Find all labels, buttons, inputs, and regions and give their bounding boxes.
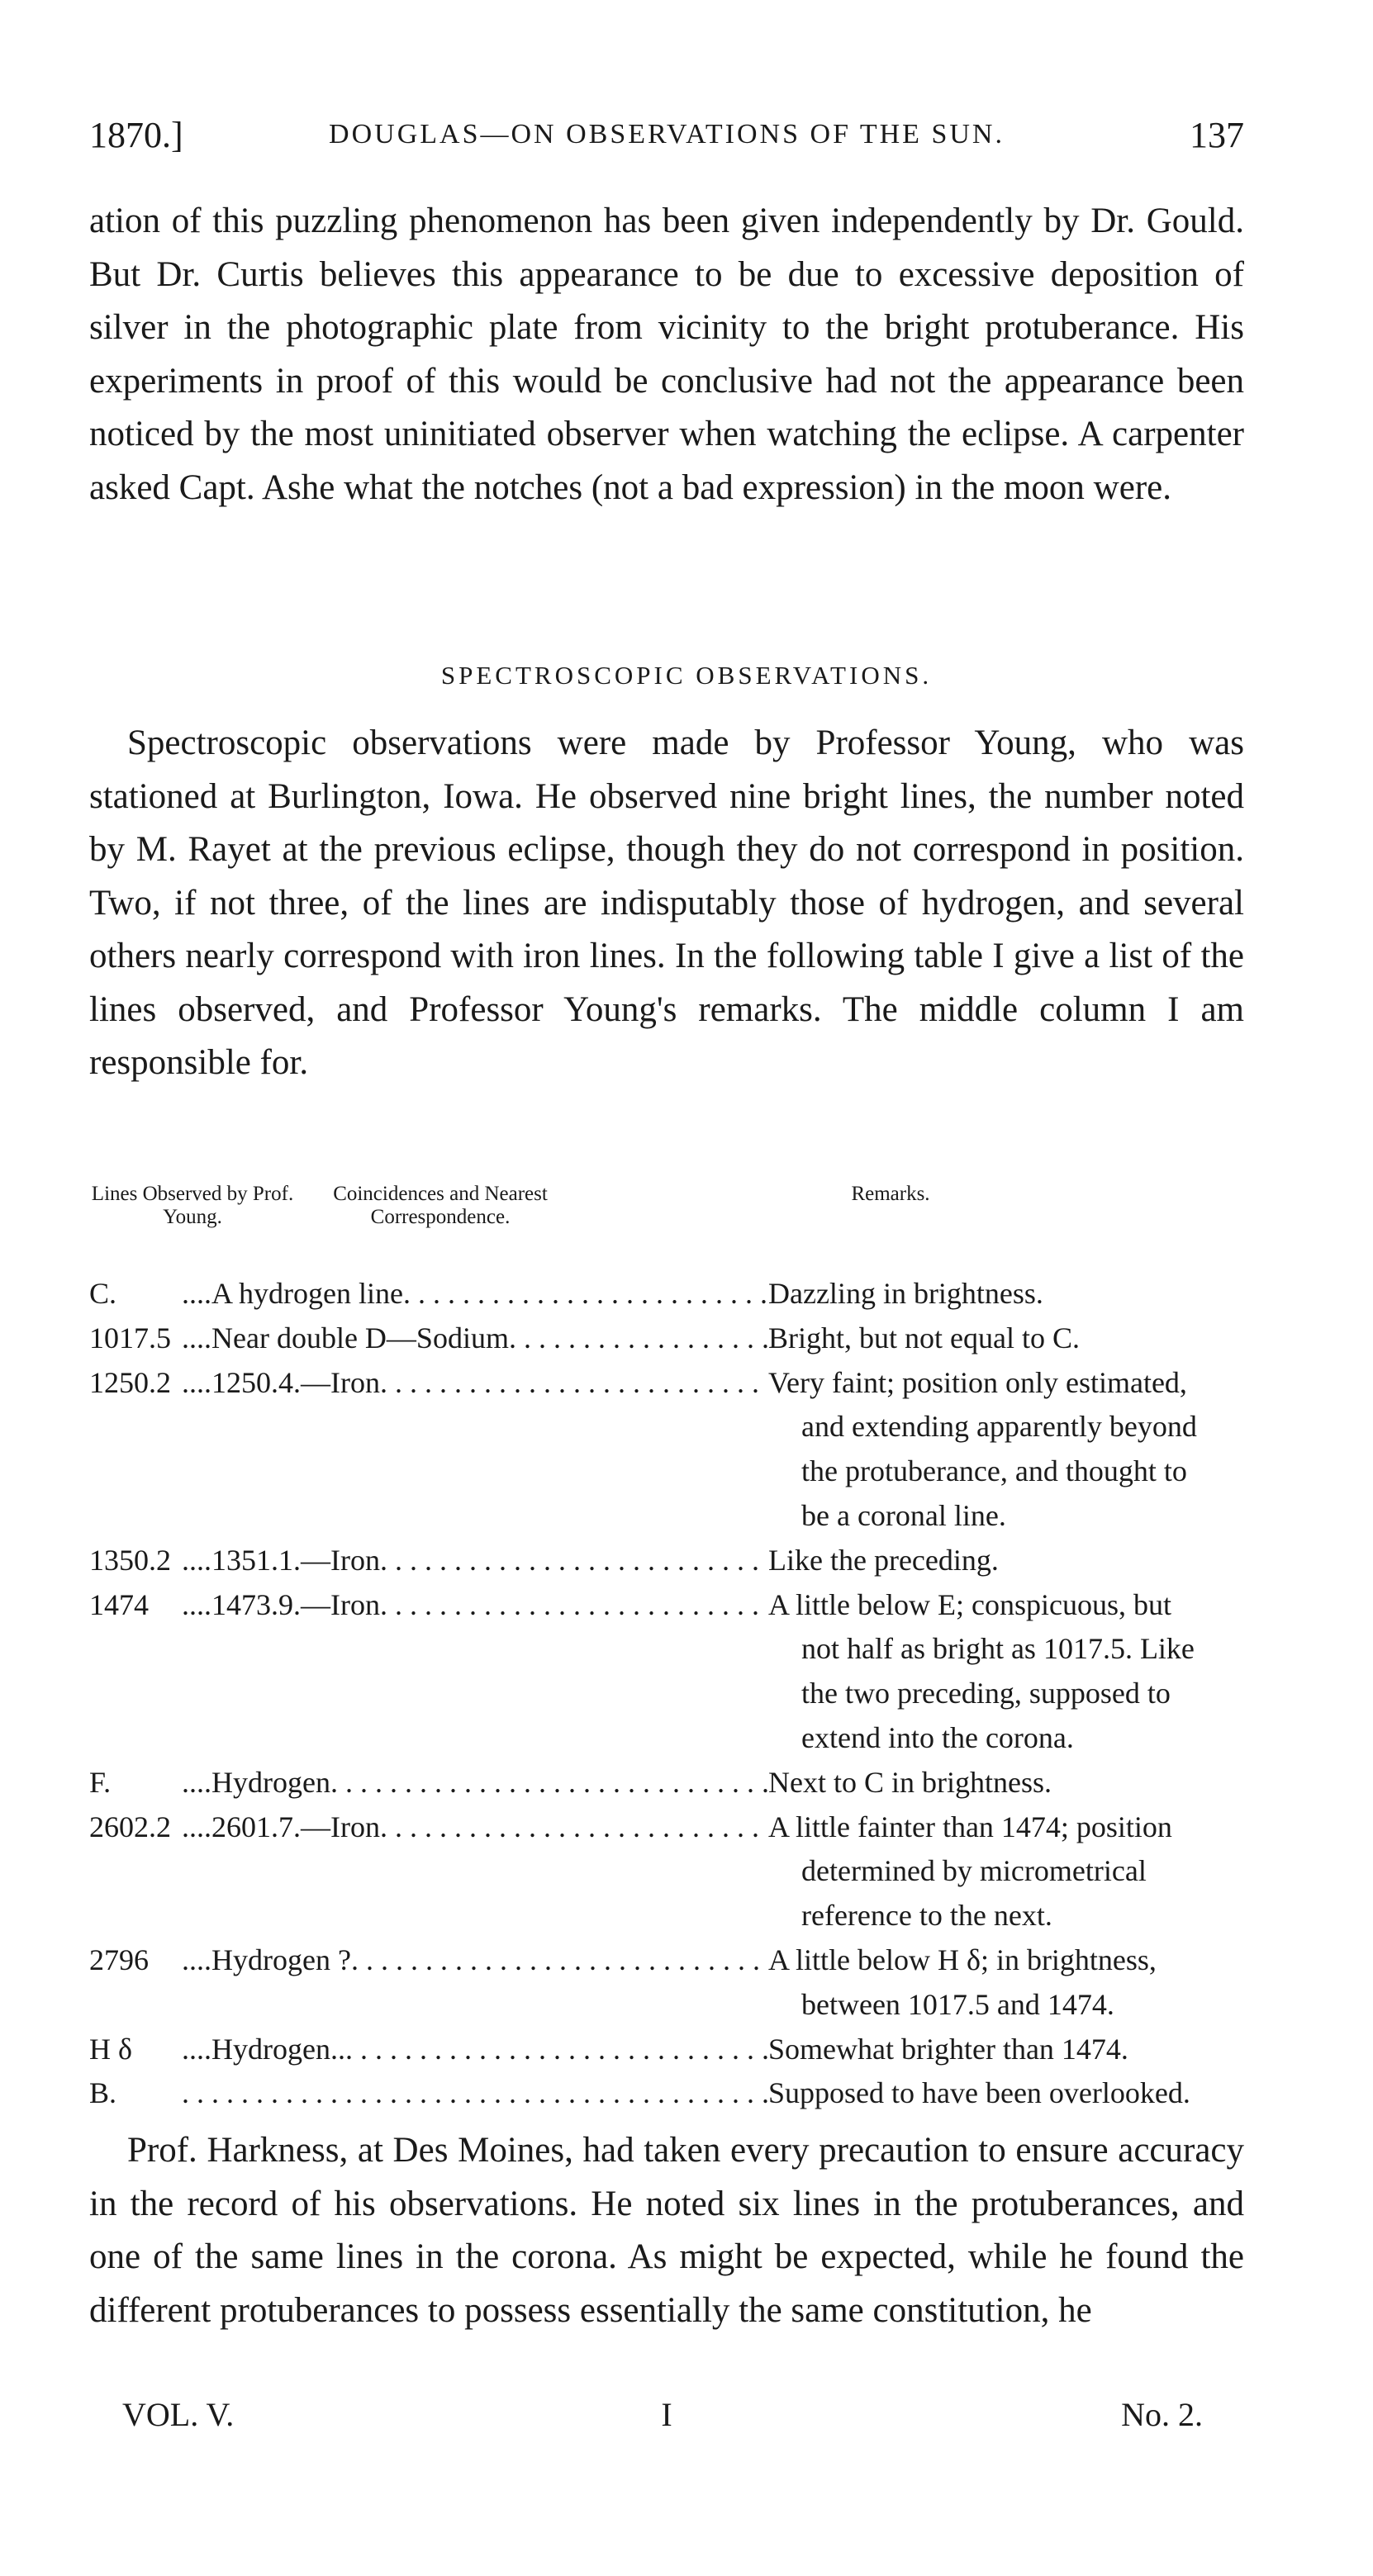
remark-continuation: reference to the next. — [801, 1899, 1052, 1933]
table-row — [89, 1805, 1244, 1938]
paragraph-spectroscopic — [89, 717, 1244, 1090]
leader-dots — [509, 1316, 768, 1361]
remark-text: Bright, but not equal to C. — [768, 1321, 1080, 1354]
leader-dots — [182, 2071, 768, 2116]
running-title: DOUGLAS—ON OBSERVATIONS OF THE SUN. — [329, 119, 1005, 149]
line-observed: 1017.5 — [89, 1321, 171, 1354]
line-observed: C. — [89, 1277, 117, 1310]
coincidence-cell — [182, 1761, 768, 1805]
table-header — [89, 1183, 1244, 1265]
table-row — [89, 1938, 1244, 2028]
remark-cell — [768, 1761, 1244, 1805]
line-observed: F. — [89, 1765, 112, 1799]
remark-text: A little fainter than 1474; position — [768, 1810, 1172, 1843]
section-heading: SPECTROSCOPIC OBSERVATIONS. — [440, 661, 933, 690]
remark-text: Dazzling in brightness. — [768, 1277, 1043, 1310]
coincidence-cell — [182, 2071, 768, 2116]
column-header-lines: Lines Observed by Prof. Young. — [91, 1183, 294, 1228]
coincidence-cell — [182, 1805, 768, 1938]
remark-continuation: the two preceding, supposed to — [801, 1677, 1171, 1710]
table-row — [89, 1272, 1244, 1316]
spectral-lines-table — [89, 1272, 1244, 2116]
coincidence-cell — [182, 1272, 768, 1316]
line-observed: 1350.2 — [89, 1543, 171, 1577]
remark-text: Supposed to have been overlooked. — [768, 2076, 1190, 2110]
table-row — [89, 1761, 1244, 1805]
leader-dots — [345, 2028, 768, 2072]
remark-cell — [768, 1316, 1244, 1361]
coincidence-text: ....Near double D—Sodium — [182, 1321, 509, 1354]
remark-continuation: not half as bright as 1017.5. Like — [801, 1632, 1195, 1666]
remark-cell — [768, 2028, 1244, 2072]
coincidence-cell — [182, 1938, 768, 2028]
remark-continuation: extend into the corona. — [801, 1720, 1074, 1754]
leader-dots — [380, 1805, 768, 1938]
coincidence-text: ....1351.1.—Iron — [182, 1543, 380, 1577]
leader-dots — [330, 1761, 768, 1805]
line-observed: 1250.2 — [89, 1365, 171, 1399]
page-number: 137 — [1190, 115, 1244, 155]
remark-cell — [768, 1938, 1244, 2028]
footer-number: No. 2. — [1121, 2396, 1203, 2433]
remark-cell — [768, 1583, 1244, 1761]
footer-volume: VOL. V. — [122, 2396, 235, 2433]
coincidence-text: ....A hydrogen line — [182, 1277, 403, 1310]
remark-cell — [768, 1539, 1244, 1583]
coincidence-cell — [182, 1583, 768, 1761]
coincidence-text: ....Hydrogen ? — [182, 1943, 351, 1976]
coincidence-text: ....2601.7.—Iron — [182, 1810, 380, 1843]
table-row — [89, 1361, 1244, 1539]
paragraph-harkness-text: Prof. Harkness, at Des Moines, had taken every precaution to ensure accuracy in the record of his observations. He noted six lines in the protuberances, and one of the same lines in the corona. As might be expected, while he found the different protuberances to possess essentially the same constitution, he — [89, 2131, 1244, 2330]
coincidence-text: ....1250.4.—Iron — [182, 1365, 380, 1399]
remark-continuation: and extending apparently beyond — [801, 1410, 1197, 1444]
line-observed: 2796 — [89, 1943, 149, 1976]
table-row — [89, 1539, 1244, 1583]
remark-continuation: determined by micrometrical — [801, 1854, 1147, 1888]
line-observed: 1474 — [89, 1587, 149, 1621]
table-row — [89, 1583, 1244, 1761]
leader-dots — [380, 1361, 768, 1539]
remark-text: Like the preceding. — [768, 1543, 999, 1577]
leader-dots — [380, 1539, 768, 1583]
running-header — [89, 114, 1244, 172]
paragraph-continued: ation of this puzzling phenomenon has been given independently by Dr. Gould. But Dr. Curtis believes this appearance to be due to excessive deposition of silver in the photographic plate from vicinity to the bright protuberance. His experiments in proof of this would be conclusive had not the appearance been noticed by the most uninitiated observer when watching the eclipse. A carpenter asked Capt. Ashe what the notches (not a bad expression) in the moon were. — [89, 202, 1244, 507]
remark-continuation: between 1017.5 and 1474. — [801, 1987, 1114, 2021]
coincidence-text: ....1473.9.—Iron — [182, 1587, 380, 1621]
table-row — [89, 2028, 1244, 2072]
remark-continuation: the protuberance, and thought to — [801, 1454, 1187, 1488]
remark-cell — [768, 2071, 1244, 2116]
remark-cell — [768, 1361, 1244, 1539]
line-observed: 2602.2 — [89, 1810, 171, 1843]
paragraph-harkness — [89, 2124, 1244, 2337]
header-year: 1870.] — [89, 115, 183, 155]
leader-dots — [380, 1583, 768, 1761]
leader-dots — [351, 1938, 768, 2028]
remark-text: Very faint; position only estimated, — [768, 1365, 1187, 1399]
line-observed: B. — [89, 2076, 117, 2110]
column-header-coincidences: Coincidences and Nearest Correspondence. — [333, 1183, 548, 1228]
footer-signature: I — [661, 2396, 672, 2433]
coincidence-text: ....Hydrogen — [182, 1765, 330, 1799]
leader-dots — [403, 1272, 768, 1316]
coincidence-cell — [182, 2028, 768, 2072]
remark-continuation: be a coronal line. — [801, 1498, 1006, 1532]
coincidence-cell — [182, 1539, 768, 1583]
line-observed: H δ — [89, 2032, 132, 2066]
remark-cell — [768, 1272, 1244, 1316]
remark-text: A little below H δ; in brightness, — [768, 1943, 1157, 1976]
remark-text: A little below E; conspicuous, but — [768, 1587, 1171, 1621]
coincidence-cell — [182, 1361, 768, 1539]
page-footer — [89, 2395, 1244, 2445]
table-row — [89, 1316, 1244, 1361]
table-row — [89, 2071, 1244, 2116]
coincidence-text: ....Hydrogen.. — [182, 2032, 345, 2066]
remark-text: Somewhat brighter than 1474. — [768, 2032, 1128, 2066]
paragraph-spectroscopic-text: Spectroscopic observations were made by Professor Young, who was stationed at Burlington, Iowa. He observed nine bright lines, the number noted by M. Rayet at the previous eclipse, though they do not correspond in position. Two, if not three, of the lines are indisputably those of hydrogen, and several others nearly correspond with iron lines. In the following table I give a list of the lines observed, and Professor Young's remarks. The middle column I am responsible for. — [89, 723, 1244, 1082]
column-header-remarks: Remarks. — [851, 1183, 930, 1205]
remark-cell — [768, 1805, 1244, 1938]
coincidence-cell — [182, 1316, 768, 1361]
remark-text: Next to C in brightness. — [768, 1765, 1052, 1799]
